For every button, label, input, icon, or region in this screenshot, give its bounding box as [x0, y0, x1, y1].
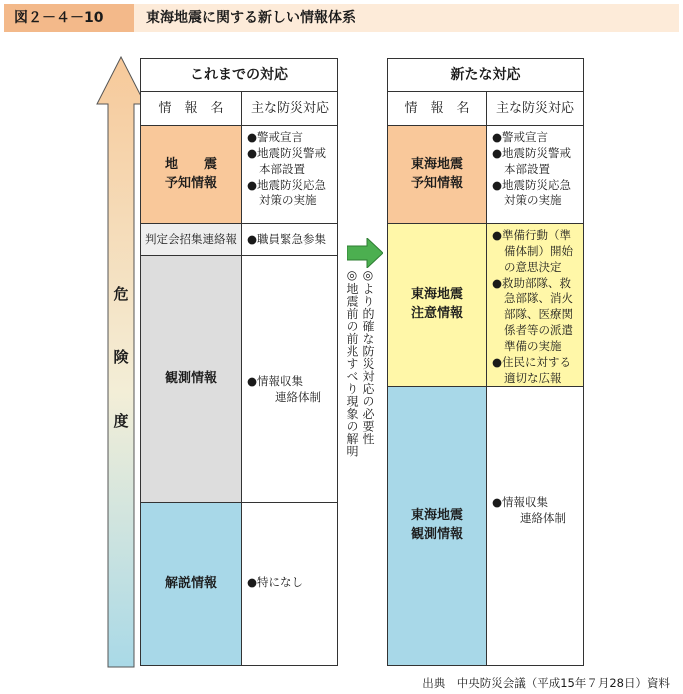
new-system-table: [387, 58, 584, 666]
new-yochi-responses: ●警戒宣言 ●地震防災警戒本部設置 ●地震防災応急対策の実施: [492, 130, 572, 208]
danger-char-1: 危: [113, 285, 129, 303]
transition-notes: [342, 268, 378, 498]
new-kansoku-responses: ●情報収集 連絡体制: [492, 495, 566, 525]
old-yochi-responses: ●警戒宣言 ●地震防災警戒本部設置 ●地震防災応急対策の実施: [247, 130, 327, 208]
transition-note-1: ◎より的確な防災対応の必要性: [361, 268, 375, 445]
old-system-title: これまでの対応: [190, 67, 288, 83]
new-kansoku-info: 東海地震 観測情報: [388, 387, 486, 665]
old-yochi-info: 地 震 予知情報: [141, 126, 241, 223]
new-chui-responses: ●準備行動（準備体制）開始の意思決定 ●救助部隊、救急部隊、消火部隊、医療関係者等の派遣準備の実施 ●住民に対する適切な広報: [487, 224, 583, 386]
new-col-resp-header: 主な防災対応: [495, 101, 574, 116]
danger-char-3: 度: [113, 412, 129, 430]
old-judge-info: 判定会招集連絡報: [141, 224, 241, 255]
new-yochi-info: 東海地震 予知情報: [388, 126, 486, 223]
old-system-table: [140, 58, 338, 666]
transition-arrow: [347, 238, 383, 268]
new-chui-info: 東海地震 注意情報: [388, 224, 486, 386]
old-kaisetsu-info: 解説情報: [141, 503, 241, 665]
old-judge-responses: ●職員緊急参集: [247, 232, 327, 246]
old-col-resp-header: 主な防災対応: [250, 101, 329, 116]
figure-title: 東海地震に関する新しい情報体系: [134, 4, 679, 32]
source-citation: 出典 中央防災会議（平成15年７月28日）資料: [422, 676, 670, 690]
new-system-title: 新たな対応: [450, 67, 521, 83]
new-col-name-header: 情 報 名: [404, 101, 470, 116]
old-kansoku-info: 観測情報: [141, 256, 241, 502]
old-col-name-header: 情 報 名: [158, 101, 224, 116]
old-kaisetsu-responses: ●特になし: [247, 575, 304, 589]
old-kansoku-responses: ●情報収集 連絡体制: [247, 374, 321, 404]
danger-char-2: 険: [113, 348, 129, 366]
figure-number: 図２－４－10: [4, 4, 134, 32]
transition-note-2: ◎地震前の前兆すべり現象の解明: [345, 268, 359, 458]
